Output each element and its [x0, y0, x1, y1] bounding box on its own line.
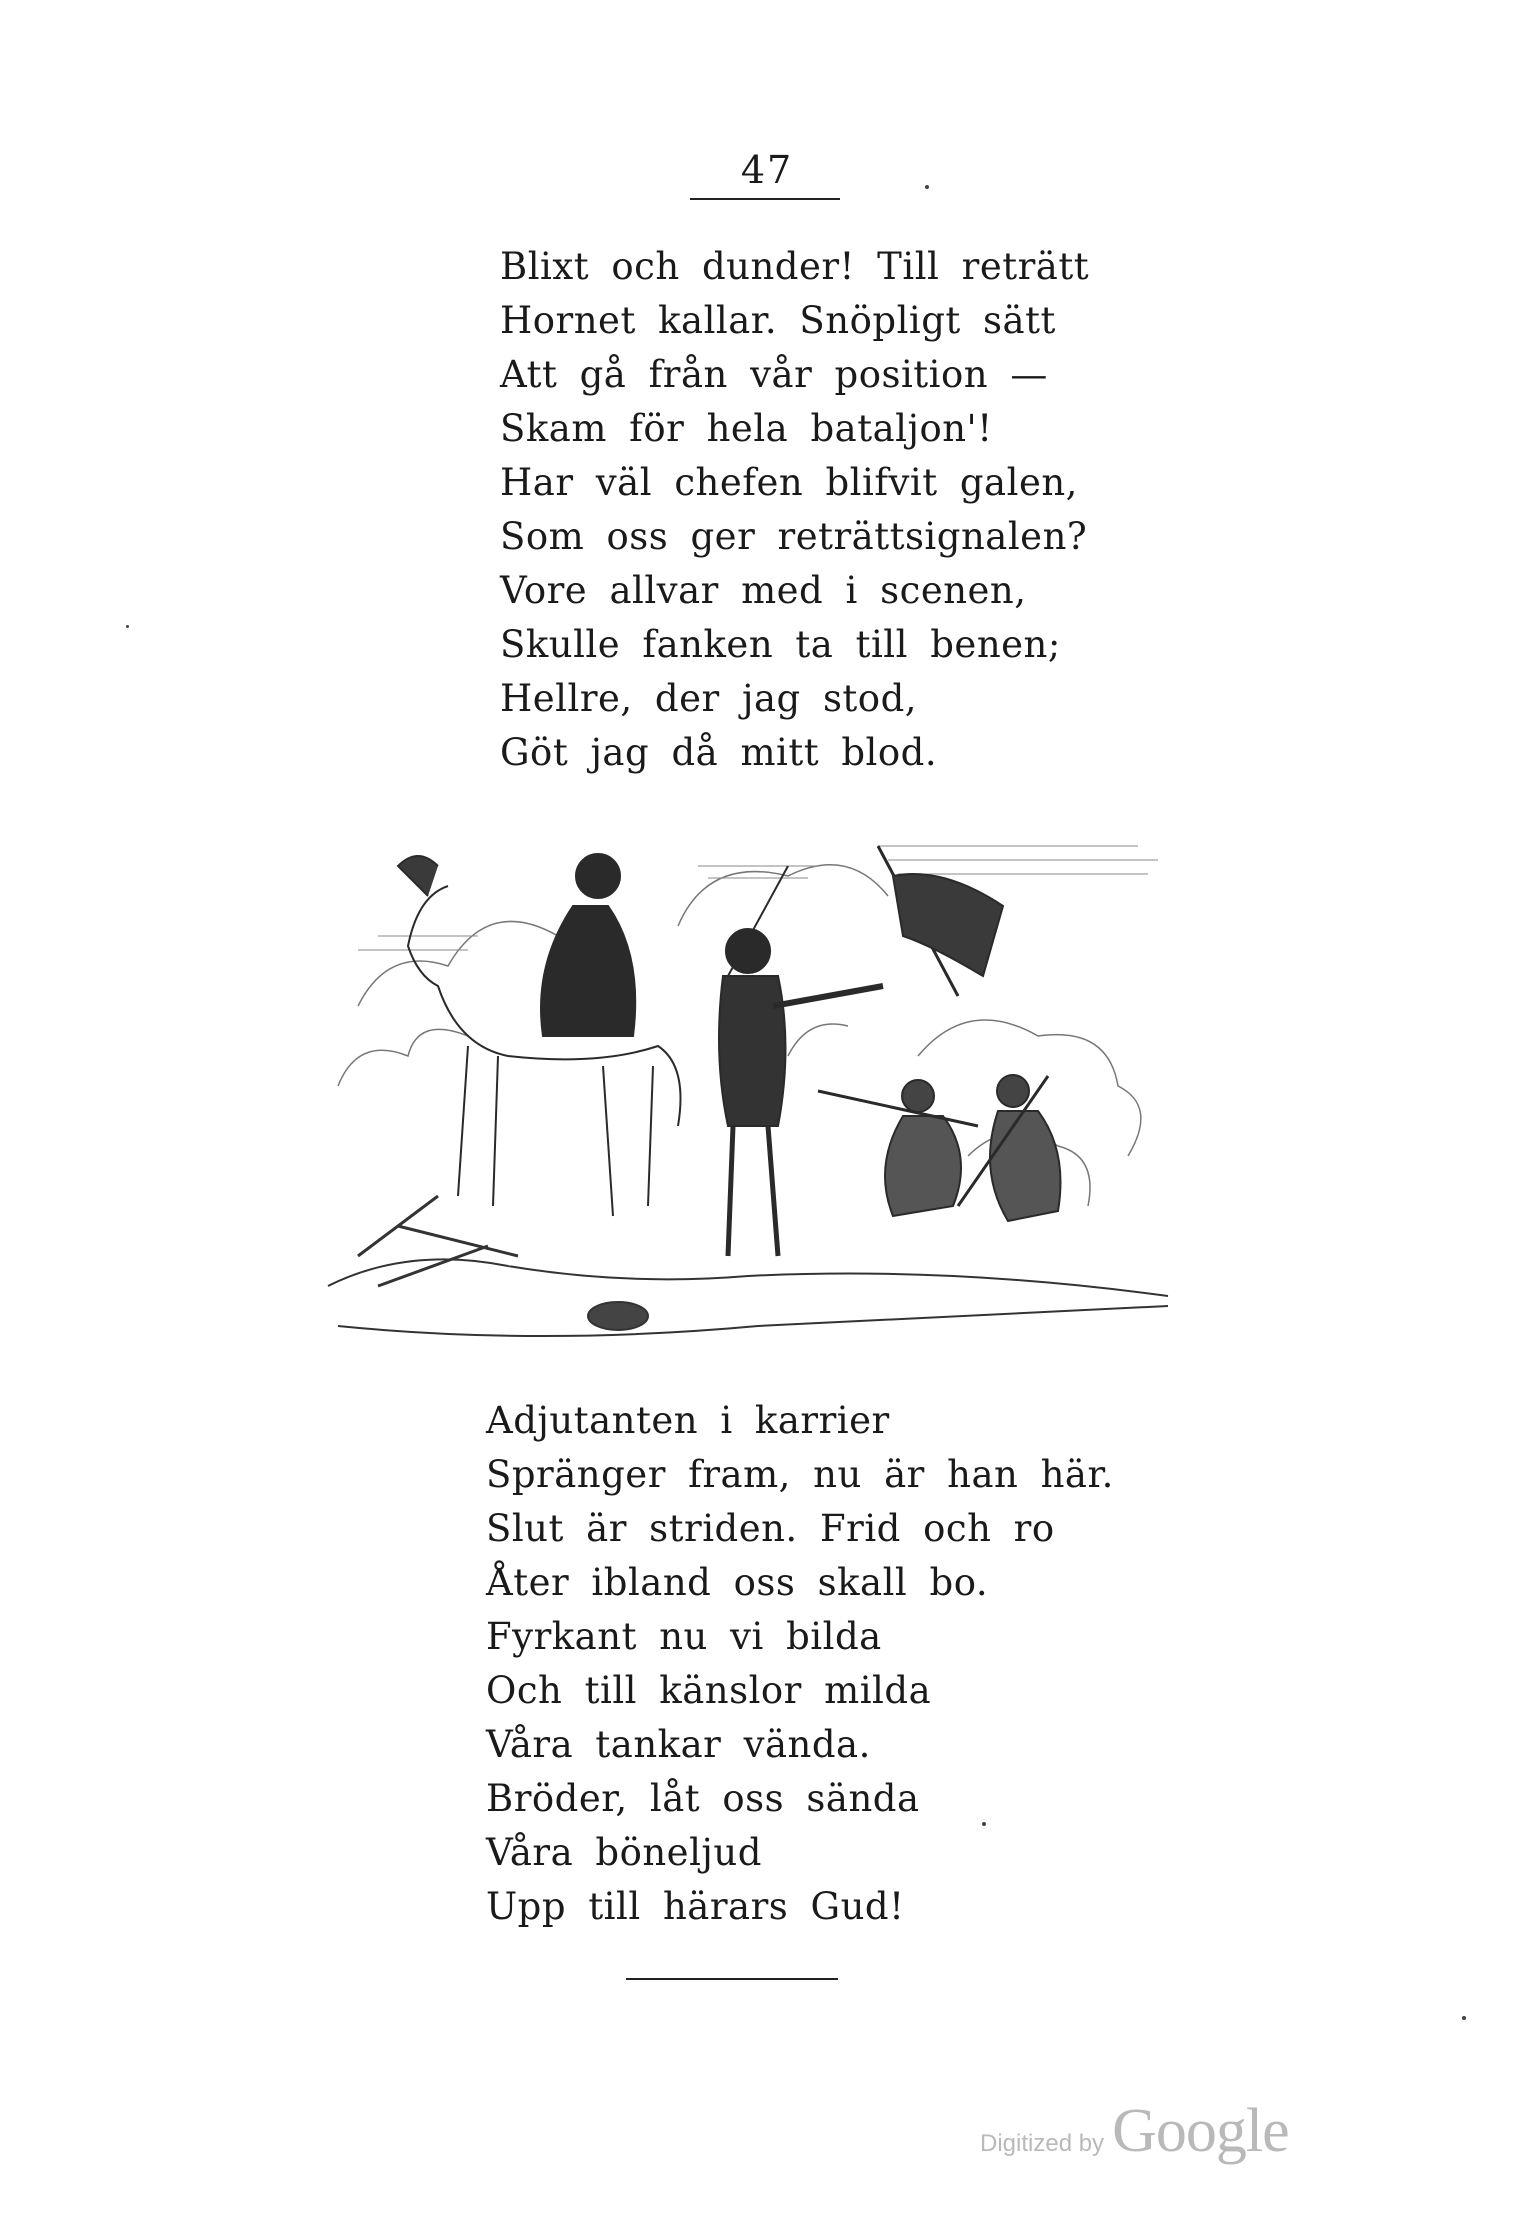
verse-line: Fyrkant nu vi bilda [486, 1615, 882, 1658]
verse-line: Hellre, der jag stod, [500, 677, 918, 720]
ink-speck [126, 625, 129, 628]
ink-speck [1462, 2016, 1466, 2020]
battle-illustration [318, 826, 1180, 1366]
verse-line: Att gå från vår position — [500, 353, 1048, 396]
verse-line: Göt jag då mitt blod. [500, 731, 938, 774]
verse-line: Våra böneljud [486, 1831, 762, 1874]
page-number-rule [690, 198, 840, 200]
verse-line: Som oss ger reträttsignalen? [500, 515, 1088, 558]
verse-line: Och till känslor milda [486, 1669, 932, 1712]
officer [719, 866, 883, 1256]
verse-line: Åter ibland oss skall bo. [486, 1561, 989, 1604]
digitized-watermark [980, 2096, 1289, 2167]
verse-line: Spränger fram, nu är han här. [486, 1453, 1114, 1496]
verse-line: Adjutanten i karrier [486, 1399, 890, 1442]
verse-line: Blixt och dunder! Till reträtt [500, 245, 1090, 288]
watermark-prefix: Digitized by [980, 2130, 1105, 2157]
ink-speck [982, 1822, 986, 1826]
verse-line: Hornet kallar. Snöpligt sätt [500, 299, 1056, 342]
horse [398, 856, 681, 1216]
stanza-1 [500, 240, 1089, 780]
page-number: 47 [740, 148, 794, 192]
end-rule [626, 1978, 838, 1980]
rider [541, 854, 635, 1036]
verse-line: Våra tankar vända. [486, 1723, 871, 1766]
flag [878, 846, 1003, 996]
verse-line: Upp till härars Gud! [486, 1885, 905, 1928]
ground [328, 1196, 1168, 1336]
verse-line: Skulle fanken ta till benen; [500, 623, 1061, 666]
ink-speck [925, 185, 929, 189]
verse-line: Skam för hela bataljon'! [500, 407, 993, 450]
verse-line: Bröder, låt oss sända [486, 1777, 920, 1820]
soldiers [818, 1075, 1061, 1221]
stanza-2 [486, 1394, 1114, 1934]
verse-line: Har väl chefen blifvit galen, [500, 461, 1078, 504]
verse-line: Slut är striden. Frid och ro [486, 1507, 1055, 1550]
google-logo: Google [1112, 2097, 1289, 2165]
verse-line: Vore allvar med i scenen, [500, 569, 1027, 612]
